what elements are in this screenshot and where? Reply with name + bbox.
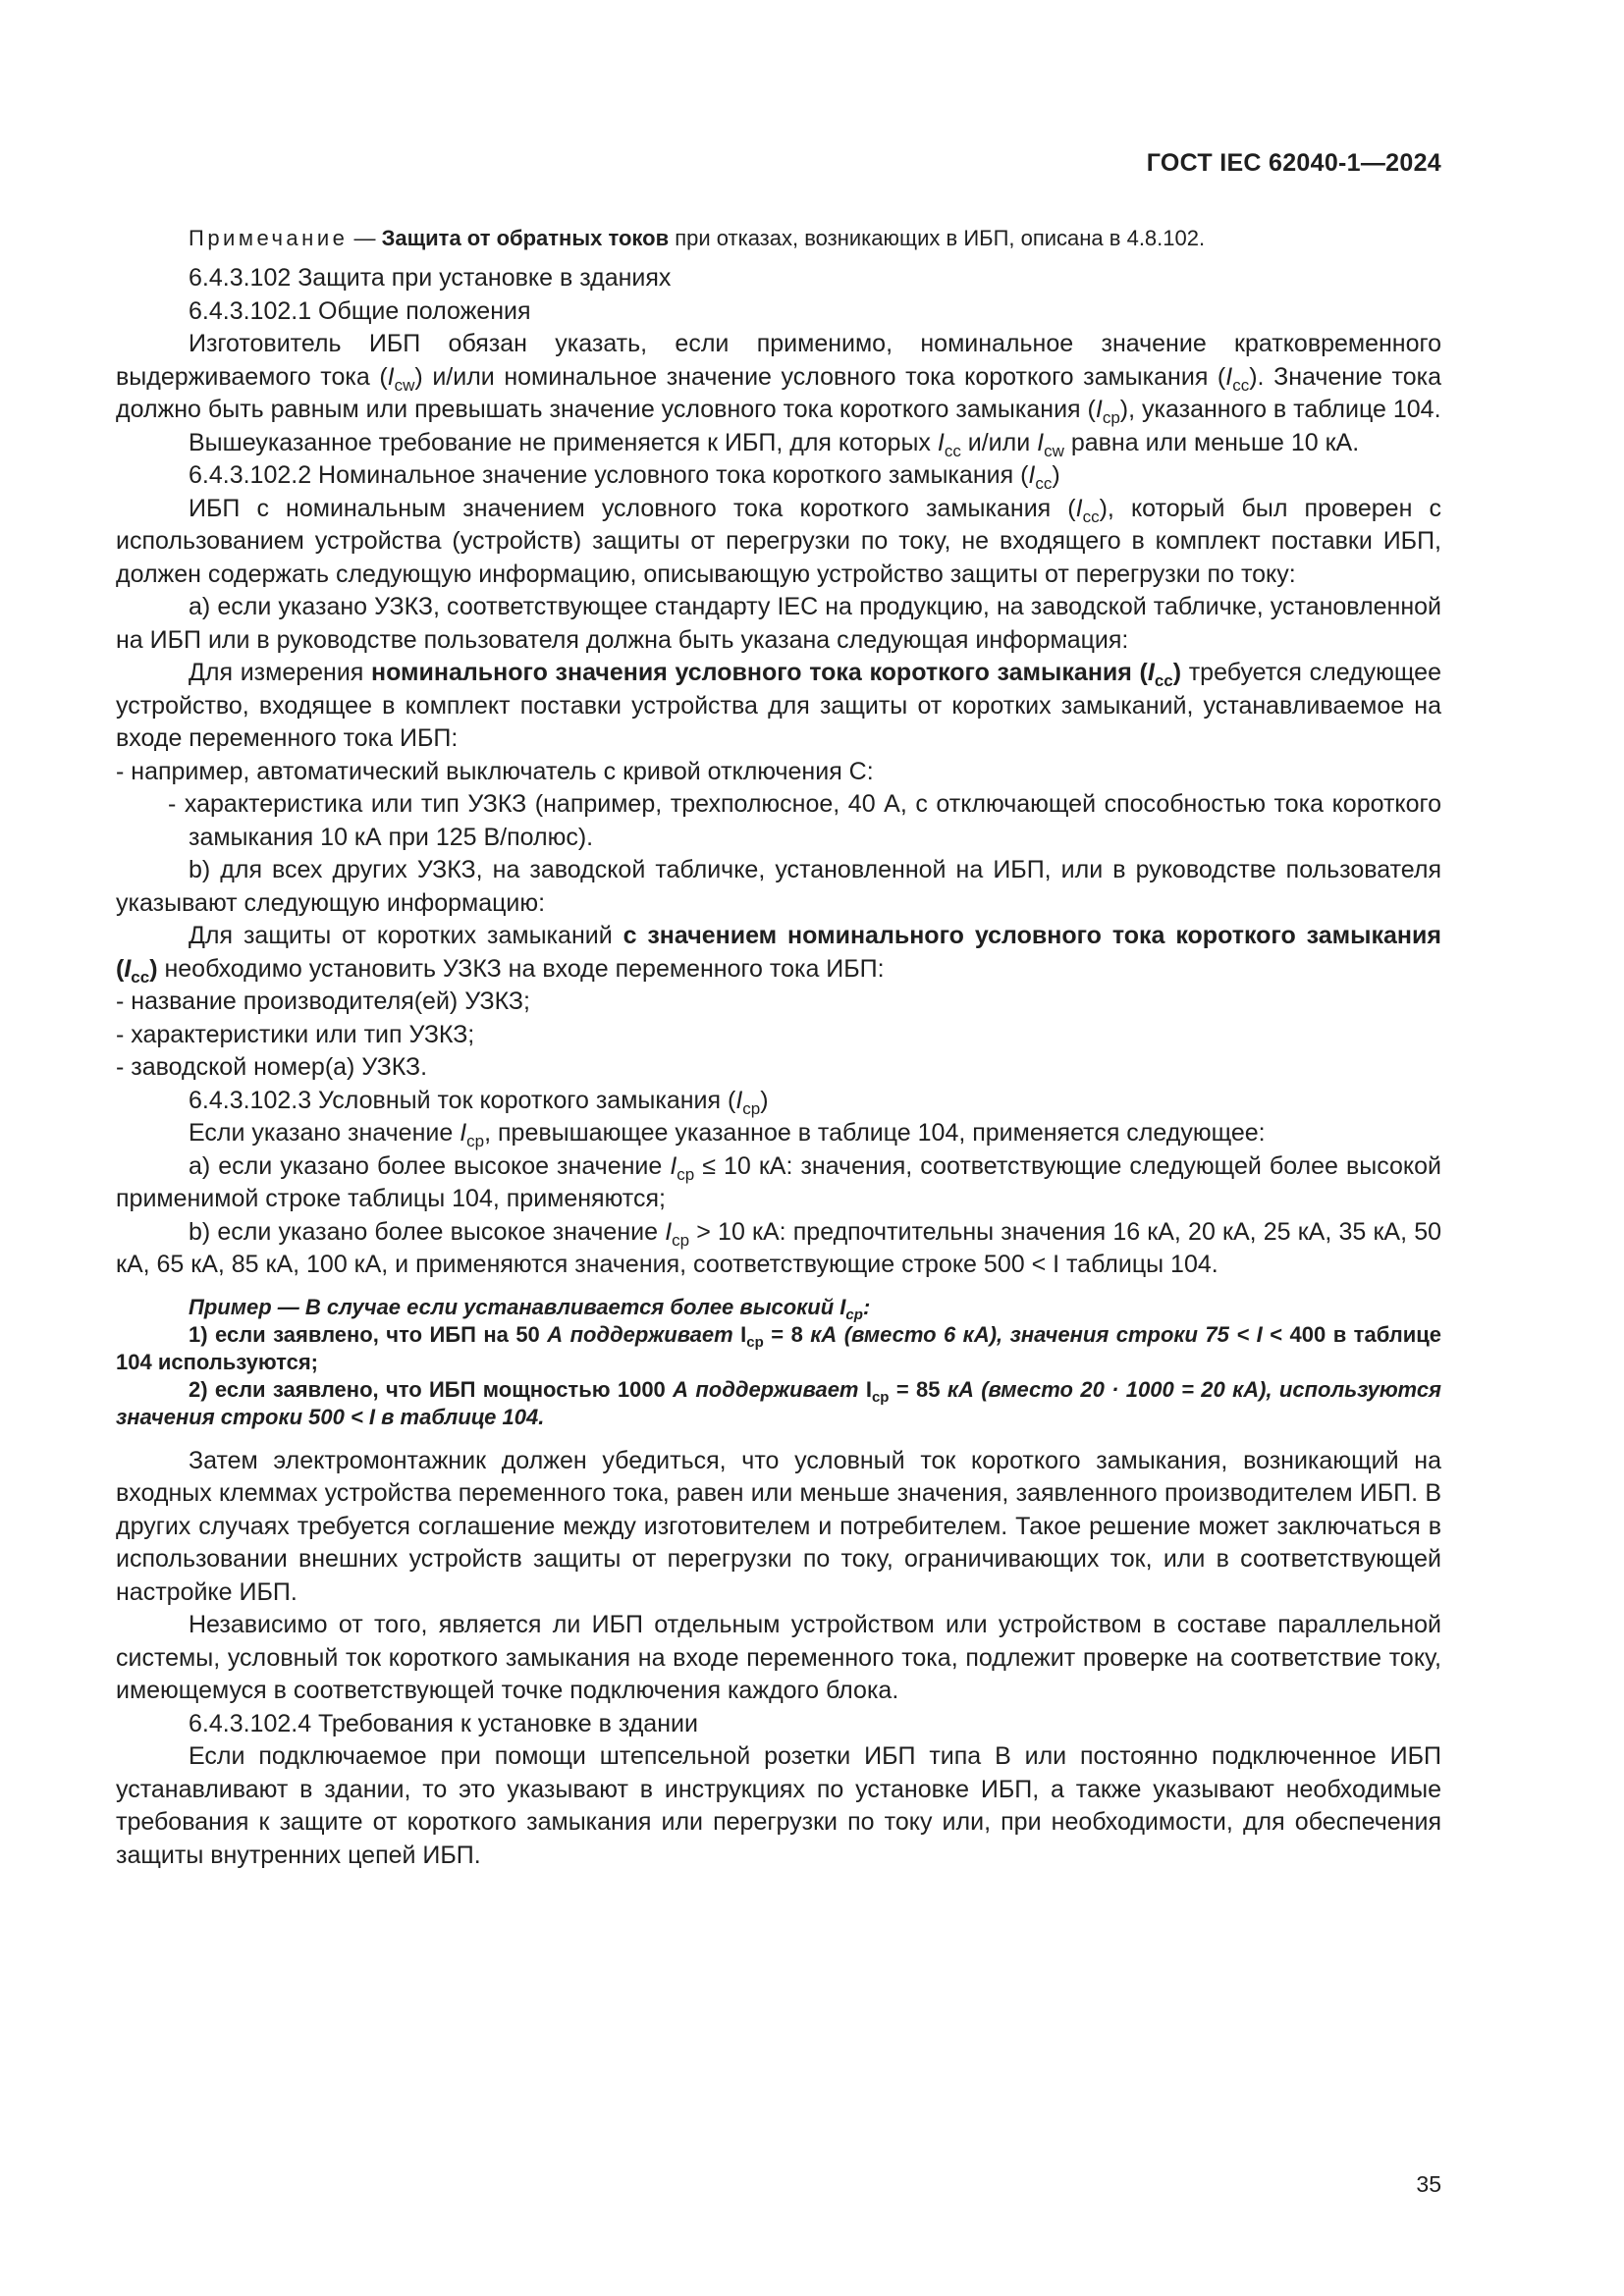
document-body (116, 224, 1441, 1872)
paragraph: Для измерения номинального значения условного тока короткого замыкания $(I_{cc})$ требуется следующее устройство, входящее в комплект поставки устройства для защиты от коротких замыканий, устанавливаемое на входе переменного тока ИБП: (116, 659, 1441, 752)
paragraph: Изготовитель ИБП обязан указать, если применимо, номинальное значение кратковременного выдерживаемого тока $(I_{cw})$ и/или номинальное значение условного тока короткого замыкания $(I_{cc})$. Значение тока должно быть равным или превышать значение условного тока короткого замыкания $(I_{cp})$, указанного в таблице 104. (116, 330, 1442, 427)
dash-item: - характеристики или тип УЗКЗ; (116, 1020, 475, 1048)
example-intro: Пример — В случае если устанавливается более высокий $I_{cp}$: (189, 1294, 871, 1323)
paragraph: Независимо от того, является ли ИБП отдельным устройством или устройством в составе параллельной системы, условный ток короткого замыкания на входе переменного тока, подлежит проверке на соответствие току, имеющемуся в соответствующей точке подключения каждого блока. (116, 1611, 1441, 1704)
note-label: Примечание (189, 226, 349, 250)
list-item-a: а) если указано УЗКЗ, соответствующее стандарту IEC на продукцию, на заводской табличке, установленной на ИБП или в руководстве пользователя должна быть указана следующая информация: (116, 593, 1441, 654)
list-item-b: b) для всех других УЗКЗ, на заводской табличке, установленной на ИБП, или в руководстве пользователя указывают следующую информацию: (116, 856, 1441, 917)
note-bold: Защита от обратных токов (381, 226, 670, 250)
example-item-1: 1) если заявлено, что ИБП на 50 А поддерживает $I_{cp} = 8$ кА (вместо 6 кА), значения строки 75 < I < 400 в таблице 104 используются; (116, 1321, 1441, 1374)
paragraph: Если указано значение $I_{cp}$, превышающее указанное в таблице 104, применяется следующее: (189, 1119, 1266, 1150)
paragraph: Для защиты от коротких замыканий с значением номинального условного тока короткого замыкания $(I_{cc})$ необходимо установить УЗКЗ на входе переменного тока ИБП: (116, 922, 1441, 987)
note: Примечание — Защита от обратных токов при отказах, возникающих в ИБП, описана в 4.8.102. (189, 226, 1206, 250)
dash-item: - название производителя(ей) УЗКЗ; (116, 988, 530, 1015)
list-item-b: b) если указано более высокое значение $I_{cp} > 10$ кА: предпочтительны значения 16 кА, 20 кА, 25 кА, 35 кА, 50 кА, 65 кА, 85 кА, 100 кА, и применяются значения, соответствующие строке 500 < I таблицы 104. (116, 1217, 1441, 1278)
section-heading-102-3: 6.4.3.102.3 Условный ток короткого замыкания $(I_{cp})$ (189, 1086, 769, 1118)
document-header: ГОСТ IEC 62040-1—2024 (1146, 149, 1441, 177)
dash-item: - характеристика или тип УЗКЗ (например, трехполюсное, 40 А, с отключающей способностью тока короткого замыкания 10 кА при 125 В/полюс). (168, 790, 1441, 851)
section-heading-102-4: 6.4.3.102.4 Требования к установке в здании (189, 1709, 698, 1737)
paragraph: Вышеуказанное требование не применяется к ИБП, для которых $I_{cc}$ и/или $I_{cw}$ равна или меньше 10 кА. (189, 428, 1360, 460)
paragraph: Затем электромонтажник должен убедиться, что условный ток короткого замыкания, возникающий на входных клеммах устройства переменного тока, равен или меньше значения, заявленного производителем ИБП. В других случаях требуется соглашение между изготовителем и потребителем. Такое решение может заключаться в использовании внешних устройств защиты от перегрузки по току, ограничивающих ток, или в соответствующей настройке ИБП. (116, 1446, 1441, 1606)
section-heading-102-2: 6.4.3.102.2 Номинальное значение условного тока короткого замыкания $(I_{cc})$ (189, 461, 1060, 493)
dash-item: - например, автоматический выключатель с кривой отключения С: (116, 757, 874, 785)
paragraph: Если подключаемое при помощи штепсельной розетки ИБП типа В или постоянно подключенное ИБП устанавливают в здании, то это указывают в инструкциях по установке ИБП, а также указывают необходимые требования к защите от короткого замыкания или перегрузки по току или, при необходимости, для обеспечения защиты внутренних цепей ИБП. (116, 1742, 1441, 1869)
page-number: 35 (1416, 2171, 1441, 2197)
dash-item: - заводской номер(а) УЗКЗ. (116, 1053, 428, 1081)
example-item-2: 2) если заявлено, что ИБП мощностью 1000 А поддерживает $I_{cp} = 85$ кА (вместо 20 · 1000 = 20 кА), используются значения строки 500 < I в таблице 104. (116, 1376, 1442, 1429)
section-heading-102-1: 6.4.3.102.1 Общие положения (189, 296, 531, 325)
list-item-a: а) если указано более высокое значение $I_{cp} \le 10$ кА: значения, соответствующие следующей более высокой применимой строке таблицы 104, применяются; (116, 1151, 1441, 1212)
section-heading-102: 6.4.3.102 Защита при установке в зданиях (189, 264, 672, 292)
paragraph: ИБП с номинальным значением условного тока короткого замыкания $(I_{cc})$, который был проверен с использованием устройства (устройств) защиты от перегрузки по току, не входящего в комплект поставки ИБП, должен содержать следующую информацию, описывающую устройство защиты от перегрузки по току: (116, 494, 1441, 588)
spacer (116, 1431, 1441, 1445)
